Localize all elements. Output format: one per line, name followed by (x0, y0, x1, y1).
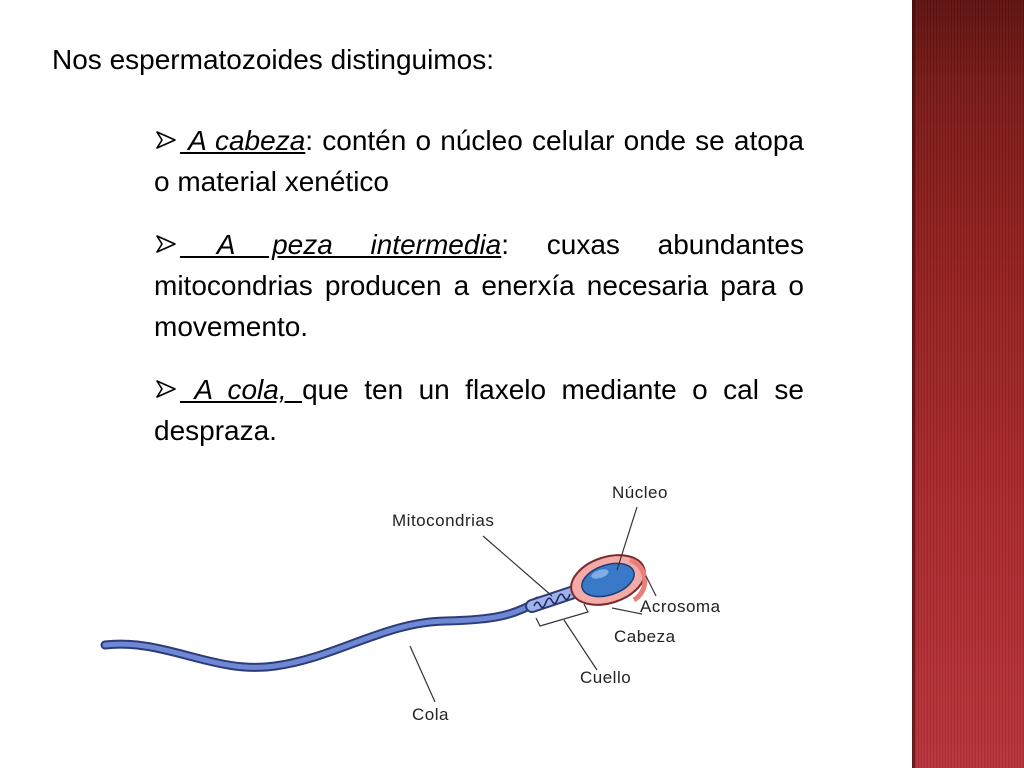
term-cola: A cola, (180, 374, 303, 405)
bullet-item-cabeza (154, 120, 804, 202)
bullet-list (154, 120, 804, 473)
term-peza-intermedia: A peza intermedia (180, 229, 502, 260)
leader-line-cuello (564, 620, 597, 670)
label-acrosoma: Acrosoma (640, 597, 721, 616)
leader-line-mitocondrias (483, 536, 552, 596)
label-nucleo: Núcleo (612, 483, 668, 502)
label-cuello: Cuello (580, 668, 632, 687)
bullet-text-peza-intermedia: : cuxas abundantes mitocondrias producen a enerxía necesaria para o movemento. (154, 229, 804, 342)
term-cabeza: A cabeza (180, 125, 306, 156)
label-cola: Cola (412, 705, 449, 724)
bullet-text-cabeza: : contén o núcleo celular onde se atopa o material xenético (154, 125, 804, 197)
sperm-diagram (0, 470, 912, 768)
arrow-bullet-icon (154, 128, 178, 152)
decorative-sidebar (912, 0, 1024, 768)
leader-line-acrosoma (646, 576, 656, 596)
arrow-bullet-icon (154, 232, 178, 256)
bullet-item-peza-intermedia (154, 224, 804, 347)
bullet-item-cola (154, 369, 804, 451)
sperm-tail (105, 601, 538, 667)
sidebar-edge (912, 0, 915, 768)
label-cabeza: Cabeza (614, 627, 676, 646)
leader-line-cabeza (612, 608, 642, 614)
bullet-text-cola: que ten un flaxelo mediante o cal se despraza. (154, 374, 804, 446)
slide-heading: Nos espermatozoides distinguimos: (52, 44, 494, 75)
leader-line-cola (410, 646, 435, 702)
label-mitocondrias: Mitocondrias (392, 511, 495, 530)
arrow-bullet-icon (154, 377, 178, 401)
